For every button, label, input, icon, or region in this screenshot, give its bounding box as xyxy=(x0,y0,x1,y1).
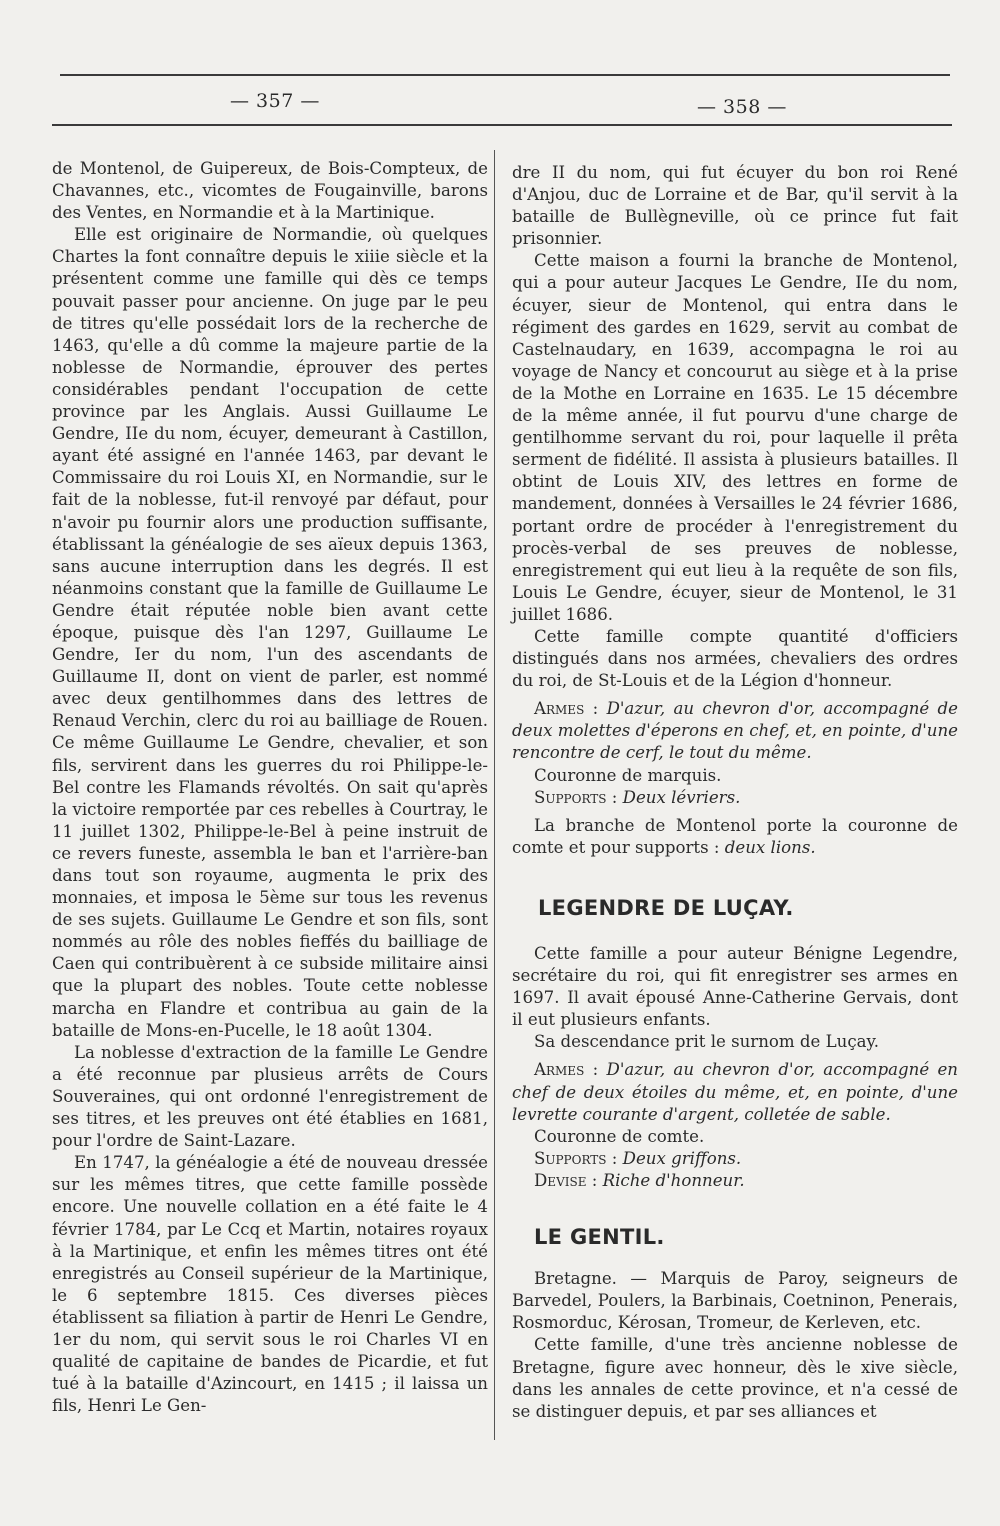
armes-label: Armes : xyxy=(534,699,599,719)
top-rule xyxy=(60,74,950,76)
column-divider xyxy=(494,150,495,1440)
couronne-line: Couronne de marquis. xyxy=(534,765,722,785)
page-number-left: — 357 — xyxy=(230,90,320,112)
header-rule xyxy=(52,124,952,126)
section-heading-legendre: LEGENDRE DE LUÇAY. xyxy=(538,895,794,920)
armes-blazon: D'azur, au chevron d'or, accompagné de deux molettes d'éperons en chef, et, en pointe, d'une rencontre de cerf, le tout du même. xyxy=(512,699,959,763)
paragraph: Cette famille, d'une très ancienne noblesse de Bretagne, figure avec honneur, dès le xive siècle, dans les annales de cette province, et n'a cessé de se distinguer depuis, et par ses alliances et xyxy=(512,1335,958,1421)
paragraph: Cette maison a fourni la branche de Montenol, qui a pour auteur Jacques Le Gendre, IIe du nom, écuyer, sieur de Montenol, qui entra dans le régiment des gardes en 1629, servit au combat de Castelnaudary, en 1639, accompagna le roi au voyage de Nancy et concourut au siège et à la prise de la Mothe en Lorraine en 1635. Le 15 décembre de la même année, il fut pourvu d'une charge de gentilhomme servant du roi, pour laquelle il prêta serment de fidélité. Il assista à plusieurs batailles. Il obtint de Louis XIV, des lettres en forme de mandement, données à Versailles le 24 février 1686, portant ordre de procéder à l'enregistrement du procès-verbal de ses preuves de noblesse, enregistrement qui eut lieu à la requête de son fils, Louis Le Gendre, écuyer, sieur de Montenol, le 31 juillet 1686. xyxy=(512,251,958,624)
paragraph: Elle est originaire de Normandie, où quelques Chartes la font connaître depuis le xiiie siècle et la présentent comme une famille qui dès ce temps pouvait passer pour ancienne. On juge par le peu de titres qu'elle possédait lors de la recherche de 1463, qu'elle a dû comme la majeure partie de la noblesse de Normandie, éprouver des pertes considérables pendant l'occupation de cette province par les Anglais. Aussi Guillaume Le Gendre, IIe du nom, écuyer, demeurant à Castillon, ayant été assigné en l'année 1463, par devant le Commissaire du roi Louis XI, en Normandie, sur le fait de la noblesse, fut-il renvoyé par défaut, pour n'avoir pu fournir alors une production suffisante, établissant la généalogie de ses aïeux depuis 1363, sans aucune interruption dans les degrés. Il est néanmoins constant que la famille de Guillaume Le Gendre était réputée noble bien avant cette époque, puisque dès l'an 1297, Guillaume Le Gendre, Ier du nom, l'un des ascendants de Guillaume II, dont on vient de parler, est nommé avec deux gentilhommes dans des lettres de Renaud Verchin, clerc du roi au bailliage de Rouen. Ce même Guillaume Le Gendre, chevalier, et son fils, servirent dans les guerres du roi Philippe-le-Bel contre les Flamands révoltés. On sait qu'après la victoire remportée par ces rebelles à Courtray, le 11 juillet 1302, Philippe-le-Bel à peine instruit de ce revers funeste, assembla le ban et l'arrière-ban dans tout son royaume, augmenta le prix des monnaies, et imposa le 5ème sur tous les revenus de ses sujets. Guillaume Le Gendre et son fils, sont nommés au rôle des nobles fieffés du bailliage de Caen qui contribuèrent à ce subside militaire ainsi que la plupart des nobles. Toute cette noblesse marcha en Flandre et contribua au gain de la bataille de Mons-en-Pucelle, le 18 août 1304. xyxy=(52,225,488,1040)
devise-text: Riche d'honneur. xyxy=(602,1170,745,1190)
right-column xyxy=(512,162,958,1423)
paragraph: Cette famille a pour auteur Bénigne Legendre, secrétaire du roi, qui fit enregistrer ses armes en 1697. Il avait épousé Anne-Catherine Gervais, dont il eut plusieurs enfants. xyxy=(512,944,958,1030)
supports-text: Deux griffons. xyxy=(622,1148,742,1168)
supports-text: Deux lévriers. xyxy=(622,787,741,807)
armes-line xyxy=(512,698,958,764)
paragraph: Bretagne. — Marquis de Paroy, seigneurs de Barvedel, Poulers, la Barbinais, Coetninon, Penerais, Rosmorduc, Kérosan, Tromeur, de Kerleven, etc. xyxy=(512,1269,958,1333)
armes-line xyxy=(512,1059,958,1125)
armes-blazon: D'azur, au chevron d'or, accompagné en chef de deux étoiles du même, et, en pointe, d'une levrette courante d'argent, colletée de sable. xyxy=(512,1060,958,1124)
paragraph: Sa descendance prit le surnom de Luçay. xyxy=(534,1032,879,1052)
supports-label: Supports : xyxy=(534,787,618,807)
left-column xyxy=(52,158,488,1417)
supports-line xyxy=(512,787,958,809)
supports-label: Supports : xyxy=(534,1148,618,1168)
page-number-right: — 358 — xyxy=(697,96,787,118)
couronne-line: Couronne de comte. xyxy=(534,1126,705,1146)
paragraph: En 1747, la généalogie a été de nouveau dressée sur les mêmes titres, que cette famille possède encore. Une nouvelle collation en a été faite le 4 février 1784, par Le Ccq et Martin, notaires royaux à la Martinique, et enfin les mêmes titres ont été enregistrés au Conseil supérieur de la Martinique, le 6 septembre 1815. Ces diverses pièces établissent sa filiation à partir de Henri Le Gendre, 1er du nom, qui servit sous le roi Charles VI en qualité de capitaine de bandes de Picardie, et fut tué à la bataille d'Azincourt, en 1415 ; il laissa un fils, Henri Le Gen- xyxy=(52,1153,488,1416)
paragraph: dre II du nom, qui fut écuyer du bon roi René d'Anjou, duc de Lorraine et de Bar, qu'il servit à la bataille de Bullègneville, où ce prince fut fait prisonnier. xyxy=(512,163,958,249)
branche-text: La branche de Montenol porte la couronne de comte et pour supports : xyxy=(512,815,958,857)
devise-label: Devise : xyxy=(534,1170,598,1190)
branche-line xyxy=(512,815,958,859)
paragraph: de Montenol, de Guipereux, de Bois-Compteux, de Chavannes, etc., vicomtes de Fougainville, barons des Ventes, en Normandie et à la Martinique. xyxy=(52,159,488,223)
paragraph: La noblesse d'extraction de la famille Le Gendre a été reconnue par plusieus arrêts de Cours Souveraines, qui ont ordonné l'enregistrement de ses titres, et les preuves ont été établies en 1681, pour l'ordre de Saint-Lazare. xyxy=(52,1042,488,1151)
paragraph: Cette famille compte quantité d'officiers distingués dans nos armées, chevaliers des ordres du roi, de St-Louis et de la Légion d'honneur. xyxy=(512,626,958,691)
armes-label: Armes : xyxy=(534,1060,599,1080)
supports-line xyxy=(512,1148,958,1170)
section-heading-gentil: LE GENTIL. xyxy=(534,1225,665,1250)
branche-supports: deux lions. xyxy=(724,837,816,857)
devise-line xyxy=(512,1170,958,1192)
